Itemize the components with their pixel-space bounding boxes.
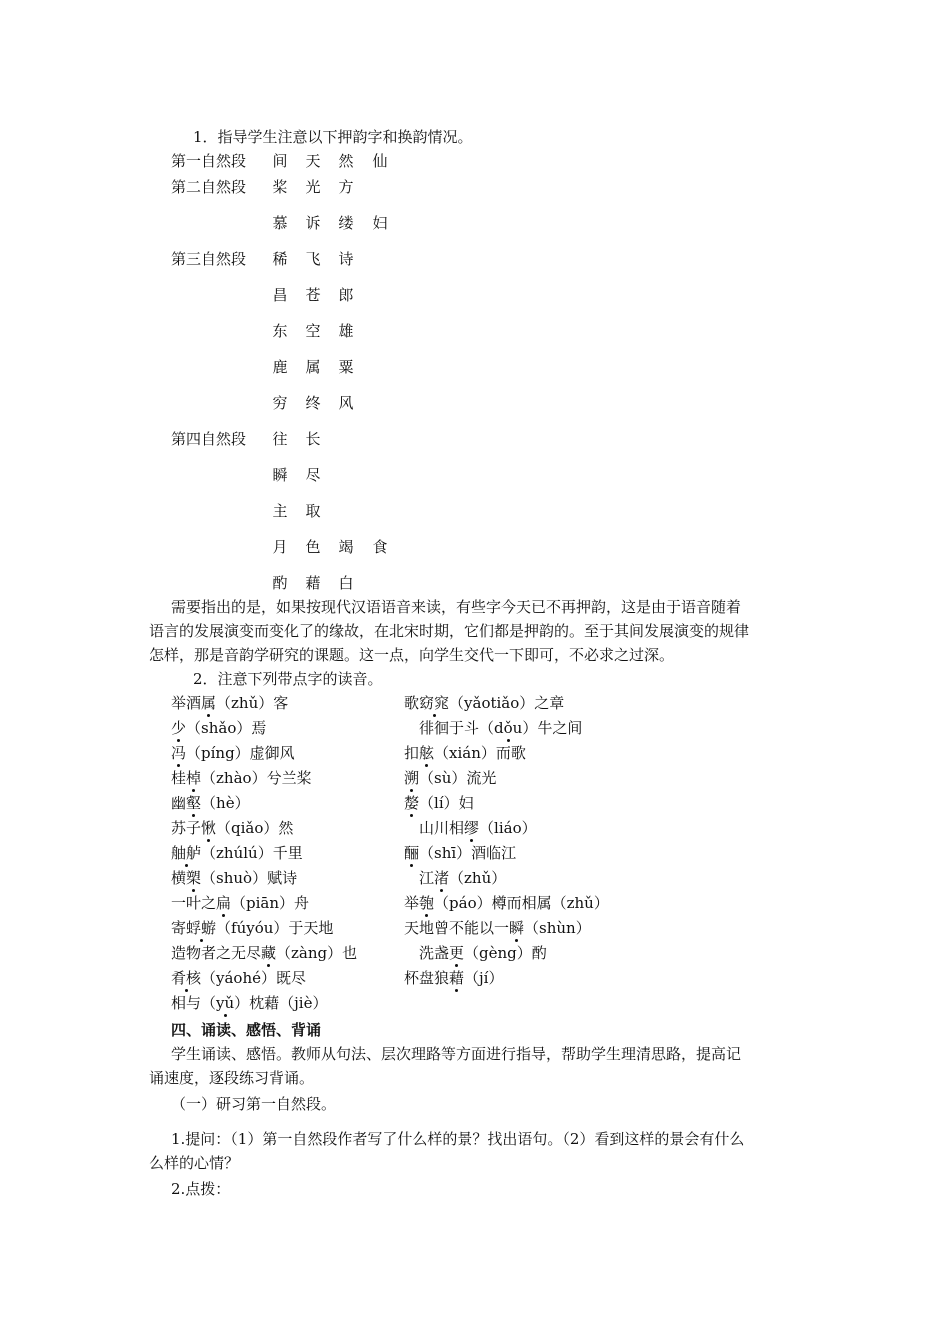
question-line: 1.提问：（1）第一自然段作者写了什么样的景？找出语句。（2）看到这样的景会有什么: [171, 1130, 745, 1148]
item-text-after: （xián）而歌: [434, 744, 526, 762]
item-text-after: （páo）樽而相属（zhǔ）: [434, 894, 609, 912]
dotted-character: 舳舻: [171, 844, 202, 862]
rhyme-char: 光: [305, 178, 321, 196]
rhyme-char: 天: [305, 152, 321, 170]
item-text-before: 寄: [171, 919, 187, 937]
rhyme-char: 稀: [272, 250, 288, 268]
item-text-after: （shǎo）焉: [186, 719, 267, 737]
rhyme-char: 穷: [272, 394, 288, 412]
rhyme-row-label: 第二自然段: [171, 178, 247, 196]
item-text-after: （shuò）赋诗: [201, 869, 298, 887]
item-text-after: （jí）: [464, 969, 504, 987]
rhyme-char: 间: [272, 152, 288, 170]
rhyme-char: 往: [272, 430, 288, 448]
rhyme-char: 藉: [305, 574, 321, 592]
pronunciation-item: [404, 742, 526, 764]
pronunciation-item: [171, 992, 327, 1014]
pronunciation-item: [171, 742, 295, 764]
item-text-before: 杯盘狼: [404, 969, 450, 987]
item-text-after: （shùn）: [524, 919, 591, 937]
dotted-character: yǔ: [216, 994, 235, 1012]
item-text-after: ）枕藉（jiè）: [234, 994, 328, 1012]
pronunciation-item: [171, 967, 306, 989]
rhyme-char: 东: [272, 322, 288, 340]
pronunciation-item: [171, 692, 288, 714]
dotted-character: 扁: [216, 894, 232, 912]
item-text-after: （zhúlú）千里: [201, 844, 303, 862]
pronunciation-item: [404, 792, 474, 814]
item-text-before: 苏子: [171, 819, 202, 837]
pronunciation-item: [404, 767, 496, 789]
dotted-character: 嫠: [404, 794, 420, 812]
item-text-after: （hè）: [201, 794, 250, 812]
pronunciation-item: [404, 842, 516, 864]
item-text-before: 举: [404, 894, 420, 912]
pronunciation-item: [171, 842, 303, 864]
dotted-character: 窈窕: [419, 694, 450, 712]
dotted-character: 棹: [186, 769, 202, 787]
dotted-character: 渚: [434, 869, 450, 887]
rhyme-char: 主: [272, 502, 288, 520]
dotted-character: 瞬: [509, 919, 525, 937]
rhyme-char: 郎: [338, 286, 354, 304]
rhyme-char: 竭: [338, 538, 354, 556]
rhyme-char: 慕: [272, 214, 288, 232]
rhyme-char: 风: [338, 394, 354, 412]
item-text-before: 一叶之: [171, 894, 217, 912]
rhyme-char: 尽: [305, 466, 321, 484]
note-line: 怎样，那是音韵学研究的课题。这一点，向学生交代一下即可，不必求之过深。: [149, 646, 675, 664]
pronunciation-item: [171, 792, 250, 814]
rhyme-char: 方: [338, 178, 354, 196]
rhyme-char: 色: [305, 538, 321, 556]
dotted-character: 少: [171, 719, 187, 737]
pronunciation-item: [404, 917, 591, 939]
pronunciation-item: [404, 867, 506, 889]
note-line: 需要指出的是，如果按现代汉语语音来读，有些字今天已不再押韵，这是由于语音随着: [171, 598, 742, 616]
rhyme-char: 桨: [272, 178, 288, 196]
item-text-after: （qiǎo）然: [216, 819, 294, 837]
item-text-after: （lí）妇: [419, 794, 474, 812]
rhyme-char: 然: [338, 152, 354, 170]
rhyme-char: 仙: [372, 152, 388, 170]
pronunciation-item: [404, 817, 537, 839]
rhyme-char: 瞬: [272, 466, 288, 484]
dotted-character: dǒu: [494, 719, 523, 737]
pronunciation-item: [404, 967, 503, 989]
rhyme-char: 白: [338, 574, 354, 592]
item-text-before: 徘徊于斗（: [404, 719, 495, 737]
dotted-character: 蜉蝣: [186, 919, 217, 937]
pronunciation-item: [171, 767, 312, 789]
section-4-para-line: 学生诵读、感悟。教师从句法、层次理路等方面进行指导，帮助学生理清思路，提高记: [171, 1045, 742, 1063]
rhyme-char: 空: [305, 322, 321, 340]
rhyme-char: 粟: [338, 358, 354, 376]
item-text-before: 造物者之无尽: [171, 944, 262, 962]
dotted-character: 酾: [404, 844, 420, 862]
item-text-after: （piān）舟: [231, 894, 310, 912]
item-text-after: （yáohé）既尽: [201, 969, 307, 987]
item-text-after: （liáo）: [479, 819, 537, 837]
pronunciation-item: [404, 892, 609, 914]
rhyme-row-label: 第三自然段: [171, 250, 247, 268]
rhyme-char: 属: [305, 358, 321, 376]
dotted-character: 槊: [186, 869, 202, 887]
rhyme-char: 鹿: [272, 358, 288, 376]
pronunciation-item: [171, 942, 357, 964]
item-text-after: （yǎotiǎo）之章: [449, 694, 565, 712]
item-text-before: 举酒: [171, 694, 202, 712]
note-line: 语言的发展演变而变化了的缘故，在北宋时期，它们都是押韵的。至于其间发展演变的规律: [149, 622, 750, 640]
rhyme-char: 飞: [305, 250, 321, 268]
section-4-heading: 四、诵读、感悟、背诵: [171, 1021, 322, 1039]
rhyme-char: 诗: [338, 250, 354, 268]
item-text-after: （zàng）也: [276, 944, 358, 962]
dotted-character: 匏: [419, 894, 435, 912]
pronunciation-item: [171, 717, 266, 739]
dotted-character: 舷: [419, 744, 435, 762]
rhyme-row-label: 第四自然段: [171, 430, 247, 448]
dotted-character: 属: [201, 694, 217, 712]
rhyme-char: 食: [372, 538, 388, 556]
dotted-character: 更: [449, 944, 465, 962]
pronunciation-item: [171, 917, 333, 939]
item-text-before: 幽: [171, 794, 187, 812]
rhyme-char: 酌: [272, 574, 288, 592]
dotted-character: 壑: [186, 794, 202, 812]
item-text-before: 天地曾不能以一: [404, 919, 510, 937]
section-2-heading: 2．注意下列带点字的读音。: [193, 670, 383, 688]
section-4-para-line: 诵速度，逐段练习背诵。: [149, 1069, 315, 1087]
rhyme-char: 长: [305, 430, 321, 448]
question-line: 么样的心情？: [149, 1154, 240, 1172]
section-1-heading: 1．指导学生注意以下押韵字和换韵情况。: [193, 128, 473, 146]
item-text-before: 扣: [404, 744, 420, 762]
item-text-before: 桂: [171, 769, 187, 787]
item-text-after: （zhào）兮兰桨: [201, 769, 312, 787]
dotted-character: 缪: [464, 819, 480, 837]
pronunciation-item: [171, 867, 297, 889]
item-text-after: （fúyóu）于天地: [216, 919, 334, 937]
pronunciation-item: [171, 892, 309, 914]
rhyme-char: 雄: [338, 322, 354, 340]
rhyme-char: 缕: [338, 214, 354, 232]
item-text-before: 江: [404, 869, 435, 887]
dotted-character: 藏: [261, 944, 277, 962]
rhyme-char: 昌: [272, 286, 288, 304]
item-text-after: （shī）酒临江: [419, 844, 517, 862]
rhyme-row-label: 第一自然段: [171, 152, 247, 170]
item-text-before: 歌: [404, 694, 420, 712]
item-text-after: （gèng）酌: [464, 944, 547, 962]
rhyme-char: 终: [305, 394, 321, 412]
pronunciation-item: [404, 692, 564, 714]
item-text-after: （zhǔ）: [449, 869, 507, 887]
dotted-character: 冯: [171, 744, 187, 762]
item-text-after: （zhǔ）客: [216, 694, 289, 712]
point-label: 2.点拨：: [171, 1180, 231, 1198]
dotted-character: 愀: [201, 819, 217, 837]
rhyme-char: 取: [305, 502, 321, 520]
item-text-before: 相与（: [171, 994, 217, 1012]
item-text-before: 横: [171, 869, 187, 887]
rhyme-char: 诉: [305, 214, 321, 232]
dotted-character: 溯: [404, 769, 420, 787]
item-text-before: 洗盏: [404, 944, 450, 962]
rhyme-char: 苍: [305, 286, 321, 304]
pronunciation-item: [404, 942, 547, 964]
item-text-after: （píng）虚御风: [186, 744, 295, 762]
dotted-character: 藉: [449, 969, 465, 987]
item-text-after: ）牛之间: [522, 719, 583, 737]
item-text-before: 山川相: [404, 819, 465, 837]
pronunciation-item: [171, 817, 293, 839]
pronunciation-item: [404, 717, 582, 739]
rhyme-char: 妇: [372, 214, 388, 232]
dotted-character: 肴核: [171, 969, 202, 987]
item-text-after: （sù）流光: [419, 769, 497, 787]
rhyme-char: 月: [272, 538, 288, 556]
subsection-heading: （一）研习第一自然段。: [171, 1095, 337, 1113]
